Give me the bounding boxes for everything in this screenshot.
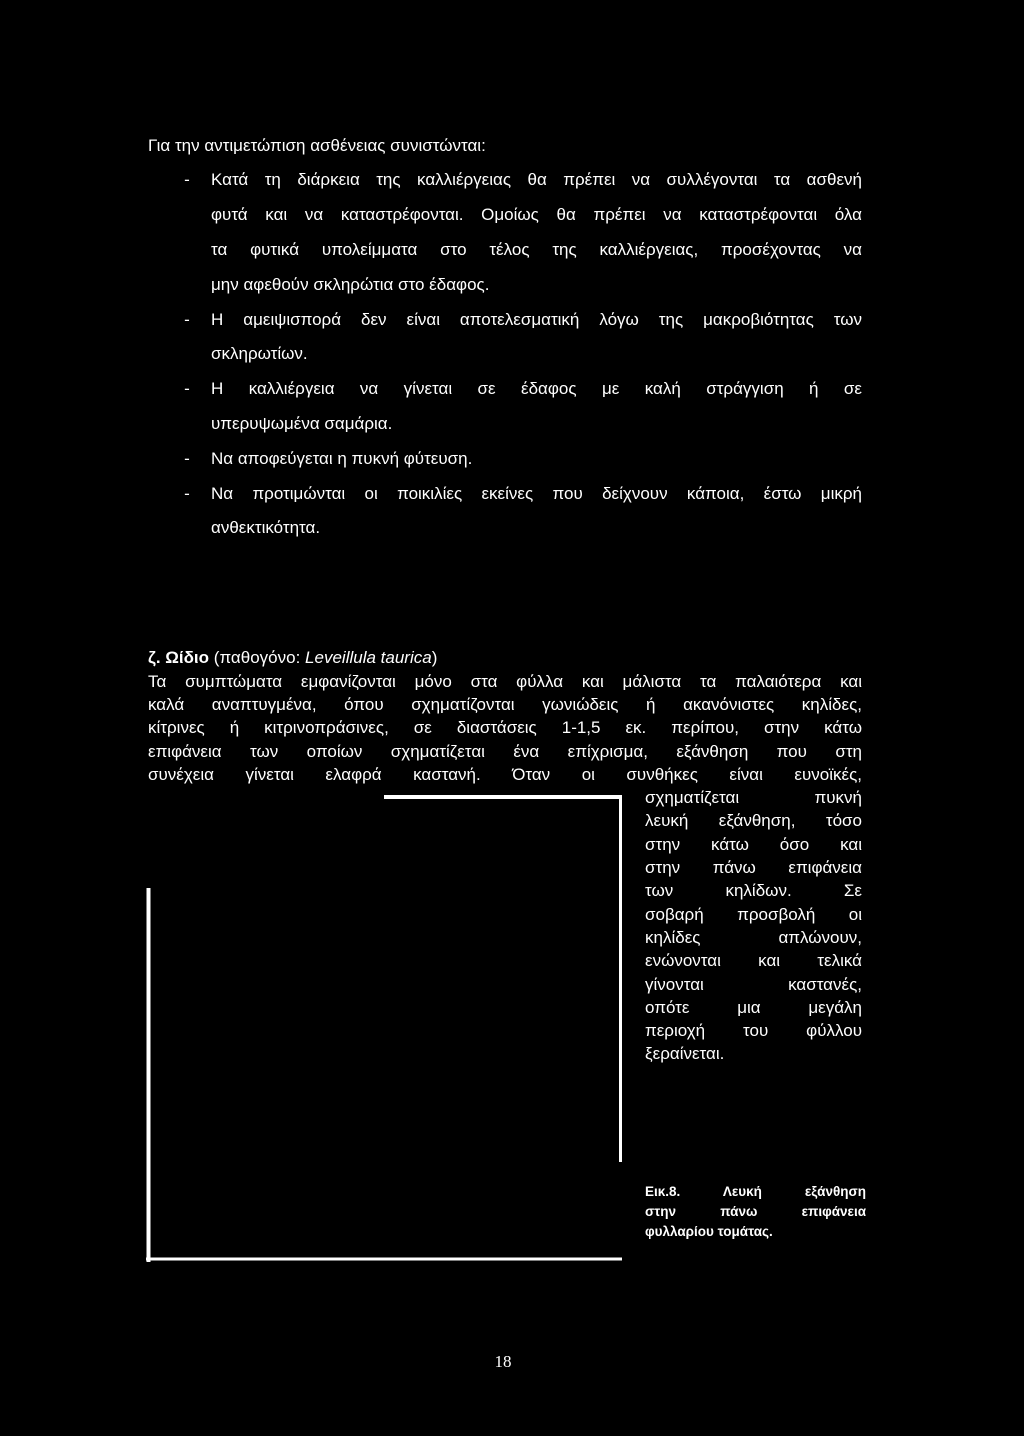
paragraph-line: συνέχεια γίνεται ελαφρά καστανή. Όταν οι συνθήκες είναι ευνοϊκές, <box>148 764 862 784</box>
list-item <box>184 303 862 373</box>
list-item <box>184 163 862 302</box>
recommendations-list <box>184 163 862 546</box>
paragraph-line: σχηματίζεται πυκνή <box>645 788 862 808</box>
paragraph-line: στην πάνω επιφάνεια <box>645 858 862 878</box>
pathogen-prefix: (παθογόνο: <box>213 648 301 668</box>
section-label: ζ. Ωίδιο <box>148 648 210 668</box>
list-item-line: Η αμειψισπορά δεν είναι αποτελεσματική λόγω της μακροβιότητας των <box>211 309 862 329</box>
paragraph-line: στην κάτω όσο και <box>645 834 862 854</box>
bullet-marker: - <box>184 170 190 190</box>
paragraph-line: γίνονται καστανές, <box>645 974 862 994</box>
paragraph-column <box>645 786 862 1066</box>
paragraph-line: καλά αναπτυγμένα, όπου σχηματίζονται γωνιώδεις ή ακανόνιστες κηλίδες, <box>148 694 862 714</box>
paragraph-line: κίτρινες ή κιτρινοπράσινες, σε διαστάσεις 1-1,5 εκ. περίπου, στην κάτω <box>148 718 862 738</box>
pathogen-suffix: ) <box>431 648 438 668</box>
intro-heading: Για την αντιμετώπιση ασθένειας συνιστώνται: <box>148 135 486 155</box>
paragraph-line: λευκή εξάνθηση, τόσο <box>645 811 862 831</box>
paragraph-line: επιφάνεια των οποίων σχηματίζεται ένα επίχρισμα, εξάνθηση που στη <box>148 741 862 761</box>
list-item-line: Να αποφεύγεται η πυκνή φύτευση. <box>211 448 473 468</box>
list-item-line: Η καλλιέργεια να γίνεται σε έδαφος με καλή στράγγιση ή σε <box>211 379 862 399</box>
paragraph-line: των κηλίδων. Σε <box>645 881 862 901</box>
caption-line: Εικ.8. Λευκή εξάνθηση <box>645 1184 866 1199</box>
list-item-line: ανθεκτικότητα. <box>211 518 321 538</box>
list-item <box>184 442 862 477</box>
list-item-line: υπερυψωμένα σαμάρια. <box>211 413 393 433</box>
caption-line: στην πάνω επιφάνεια <box>645 1204 866 1219</box>
bullet-marker: - <box>184 448 190 468</box>
list-item-line: μην αφεθούν σκληρώτια στο έδαφος. <box>211 274 490 294</box>
bullet-marker: - <box>184 379 190 399</box>
paragraph-line: Τα συμπτώματα εμφανίζονται μόνο στα φύλλα και μάλιστα τα παλαιότερα και <box>148 671 862 691</box>
page-number: 18 <box>494 1352 512 1371</box>
paragraph-line: κηλίδες απλώνουν, <box>645 927 862 947</box>
paragraph-line: περιοχή του φύλλου <box>645 1021 862 1041</box>
list-item-line: τα φυτικά υπολείμματα στο τέλος της καλλιέργειας, προσέχοντας να <box>211 239 862 259</box>
list-item-line: Να προτιμώνται οι ποικιλίες εκείνες που δείχνουν κάποια, έστω μικρή <box>211 483 862 503</box>
caption-line: φυλλαρίου τομάτας. <box>645 1224 773 1239</box>
section-powdery-mildew <box>148 646 862 786</box>
list-item-line: Κατά τη διάρκεια της καλλιέργειας θα πρέπει να συλλέγονται τα ασθενή <box>211 170 862 190</box>
list-item-line: σκληρωτίων. <box>211 344 308 364</box>
bullet-marker: - <box>184 309 190 329</box>
list-item <box>184 372 862 442</box>
list-item-line: φυτά και να καταστρέφονται. Ομοίως θα πρέπει να καταστρέφονται όλα <box>211 205 862 225</box>
paragraph-line: οπότε μια μεγάλη <box>645 997 862 1017</box>
paragraph-line: ενώνονται και τελικά <box>645 951 862 971</box>
paragraph-line: σοβαρή προσβολή οι <box>645 904 862 924</box>
pathogen-name: Leveillula taurica <box>305 648 432 668</box>
figure-caption <box>645 1182 866 1242</box>
section-title <box>148 646 862 669</box>
paragraph-line: ξεραίνεται. <box>645 1044 725 1064</box>
bullet-marker: - <box>184 483 190 503</box>
list-item <box>184 477 862 547</box>
